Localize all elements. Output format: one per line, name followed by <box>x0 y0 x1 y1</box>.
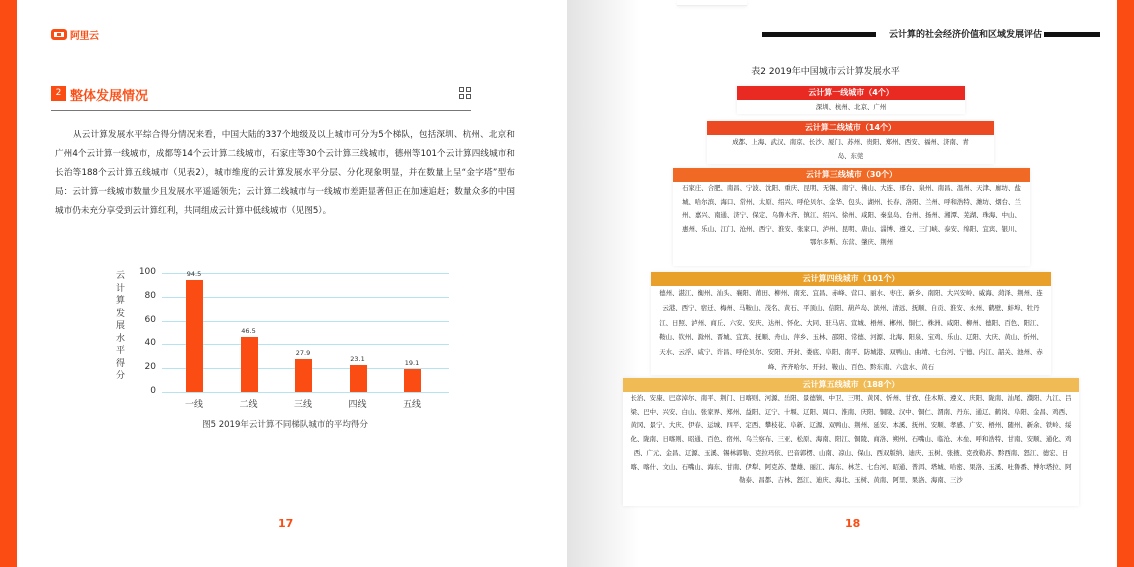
tier-2-header: 云计算二线城市（14个） <box>707 121 994 135</box>
tier-5-cities: 长治、安康、巴彦淖尔、南平、荆门、日喀则、河源、岳阳、景德镇、中卫、三明、黄冈、忻州、甘孜、佳木斯、遵义、庆阳、陇南、汕尾、濮阳、九江、吕梁、巴中、兴安、白山、张家界、郑州、益阳、辽宁、十堰、辽阳、周口、淮南、庆阳、铜陵、汉中、铜仁、渭南、丹东、通辽、鹤岗、阜阳、金昌、鸡西、黄冈、景宁、大庆、伊春、运城、四平、定西、攀枝花、阜新、辽源、双鸭山、荆州、延安、本溪、抚州、安顺、孝感、广安、梧州、随州、新余、铁岭、绥化、陇南、日喀则、昭通、百色、宿州、乌兰察布、三亚、松原、海南、阳江、铜陵、商洛、朔州、石嘴山、临沧、木垒、呼和浩特、甘南、安顺、通化、鸡西、广元、金昌、辽源、玉溪、锡林郭勒、克拉玛依、巴音郭楞、山南、凉山、保山、西双版纳、迪庆、玉树、张掖、克孜勒苏、黔西南、怒江、德宏、日喀、喀什、文山、石嘴山、海东、甘南、伊犁、阿克苏、楚雄、丽江、海东、林芝、七台河、昭通、普洱、塔城、哈密、果洛、玉溪、吐鲁番、博尔塔拉、阿勒泰、昌都、吉林、怒江、迪庆、海北、玉树、黄南、阿里、果洛、海南、三沙 <box>630 394 1072 485</box>
chart-caption: 图5 2019年云计算不同梯队城市的平均得分 <box>202 420 368 430</box>
y-tick-label: 20 <box>144 362 156 373</box>
tier-1-header: 云计算一线城市（4个） <box>737 86 965 100</box>
section-heading <box>51 84 471 111</box>
section-number: 2 <box>51 86 66 101</box>
x-tick-label: 四线 <box>348 400 367 410</box>
y-tick-label: 80 <box>144 290 156 301</box>
y-tick-label: 100 <box>138 267 156 277</box>
top-tab-edge <box>677 0 747 6</box>
tier-3-cities: 石家庄、合肥、南昌、宁波、沈阳、重庆、昆明、无锡、南宁、佛山、大连、邢台、泉州、南昌、温州、天津、廊坊、盐城、哈尔滨、海口、常州、太原、绍兴、呼伦贝尔、金华、包头、湖州、长春、洛阳、兰州、呼和浩特、潍坊、烟台、兰州、嘉兴、南通、济宁、保定、乌鲁木齐、镇江、绍兴、徐州、咸阳、秦皇岛、台州、扬州、湘潭、芜湖、珠海、中山、惠州、乐山、江门、沧州、西宁、淮安、张家口、泸州、昆明、唐山、淄博、遵义、三门峡、泰安、绵阳、宜宾、银川、鄂尔多斯、东营、肇庆、荆州 <box>682 184 1021 246</box>
body-paragraph: 从云计算发展水平综合得分情况来看，中国大陆的337个地级及以上城市可分为5个梯队，包括深圳、杭州、北京和广州4个云计算一线城市，成都等14个云计算二线城市，石家庄等30个云计算三线城市，德州等101个云计算四线城市和长治等188个云计算五线城市（见表2），城市维度的云计算发展水平分层、分化现象明显，并在数量上呈“金字塔”型布局：云计算一线城市数量少且发展水平遥遥领先；云计算二线城市与一线城市差距显著但正在加速追赶；数量众多的中国城市仍未充分享受到云计算红利，共同组成云计算中低线城市（见图5）。 <box>55 130 515 216</box>
gridline <box>162 321 449 322</box>
tier-4-header: 云计算四线城市（101个） <box>651 272 1051 286</box>
tier-2-cities: 成都、上海、武汉、南京、长沙、厦门、苏州、贵阳、郑州、西安、福州、济南、青岛、东莞 <box>732 138 969 161</box>
tier-5 <box>623 378 1079 506</box>
page-number-right: 18 <box>845 517 861 530</box>
section-title: 整体发展情况 <box>70 89 149 104</box>
left-edge-strip <box>0 0 17 567</box>
qr-code-icon <box>459 87 471 99</box>
x-tick-label: 二线 <box>239 400 258 410</box>
aliyun-logo-icon <box>51 29 67 40</box>
header-rule-right <box>1044 32 1100 37</box>
tier-3-header: 云计算三线城市（30个） <box>673 168 1030 182</box>
gridline <box>162 297 449 298</box>
header-rule-left <box>762 32 876 37</box>
tier-1-cities: 深圳、杭州、北京、广州 <box>815 103 887 111</box>
tier-1 <box>737 86 965 114</box>
x-tick-label: 一线 <box>184 400 203 410</box>
bar <box>350 365 367 392</box>
bar-value-label: 23.1 <box>350 354 365 363</box>
page-right <box>567 0 1134 567</box>
tier-4-cities: 德州、湛江、衡州、汕头、襄阳、莆田、柳州、南充、宜昌、赤峰、营口、丽水、枣庄、新乡、南阳、大兴安岭、威海、菏泽、荆州、连云港、西宁、宿迁、梅州、马鞍山、茂名、黄石、平顶山、信阳、葫芦岛、滨州、清远、抚顺、自贡、淮安、永州、鹤壁、蚌埠、牡丹江、日照、泸州、商丘、六安、安庆、达州、怀化、大同、驻马店、宣城、梧州、郴州、铜仁、株洲、咸阳、柳州、德阳、百色、阳江、鞍山、钦州、滁州、晋城、宜宾、抚顺、舟山、萍乡、玉林、邵阳、常德、河源、北海、阳泉、宝鸡、乐山、辽阳、大庆、黄山、忻州、天水、云浮、咸宁、许昌、呼伦贝尔、安阳、开封、娄底、阜阳、南平、防城港、双鸭山、曲靖、七台河、宁德、内江、韶关、池州、赤峰、齐齐哈尔、开封、鞍山、百色、黔东南、六盘水、黄石 <box>659 289 1043 371</box>
y-tick-label: 40 <box>144 338 156 349</box>
bar-value-label: 19.1 <box>404 359 420 368</box>
brand-logo <box>51 27 99 42</box>
bar <box>295 359 312 392</box>
bar <box>186 280 203 392</box>
bar-value-label: 46.5 <box>241 326 256 335</box>
x-tick-label: 五线 <box>402 400 421 410</box>
tier-4 <box>651 272 1051 375</box>
tier-2 <box>707 121 994 164</box>
gridline <box>162 392 449 393</box>
bar <box>404 369 421 392</box>
gridline <box>162 344 449 345</box>
running-header-title: 云计算的社会经济价值和区域发展评估 <box>889 30 1043 40</box>
bar-chart <box>100 262 470 432</box>
bar-value-label: 94.5 <box>186 269 202 278</box>
tier-5-header: 云计算五线城市（188个） <box>623 378 1079 392</box>
page-number-left: 17 <box>278 517 294 530</box>
chart-plot-area <box>138 267 449 410</box>
bar <box>241 337 258 392</box>
bar-value-label: 27.9 <box>295 348 311 357</box>
chart-y-axis-label: 云计算发展水平得分 <box>116 271 126 381</box>
y-tick-label: 60 <box>144 314 156 325</box>
y-tick-label: 0 <box>150 386 156 396</box>
right-edge-strip <box>1117 0 1134 567</box>
x-tick-label: 三线 <box>293 400 312 410</box>
table-title: 表2 2019年中国城市云计算发展水平 <box>751 67 900 77</box>
logo-text: 阿里云 <box>70 31 99 42</box>
tier-3 <box>673 168 1030 266</box>
